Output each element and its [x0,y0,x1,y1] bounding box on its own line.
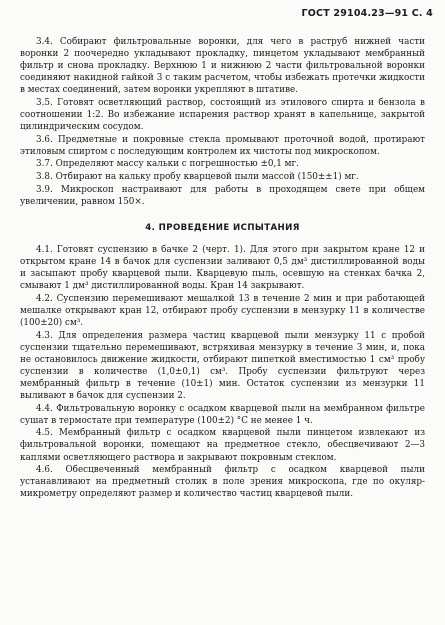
paragraph-3-6: 3.6. Предметные и покровные стекла промывают проточной водой, протирают этиловым спиртом с последующим контролем их чистоты под микроскопом. [20,134,425,157]
paragraph-3-8: 3.8. Отбирают на кальку пробу кварцевой пыли массой (150±±1) мг. [36,172,359,183]
paragraph-3-4: 3.4. Собирают фильтровальные воронки, для чего в раструб нижней части воронки 2 поочередно укладывают прокладку, пинцетом укладывают мембранный фильтр и снова прокладку. Верхнюю 1 и нижнюю 2 части фильтровальной воронки соединяют накидной гайкой 3 с таким расчетом, чтобы избежать протечки жидкости в местах соединений, затем воронки укрепляют в штативе. [20,37,425,96]
paragraph-4-1: 4.1. Готовят суспензию в бачке 2 (черт. 1). Для этого при закрытом кране 12 и открытом кране 14 в бачок для суспензии заливают 0,5 дм³ дистиллированной воды и засыпают пробу кварцевой пыли. Кварцевую пыль, осевшую на стенках бачка 2, смывают 1 дм³ дистиллированной воды. Кран 14 закрывают. [20,244,425,292]
paragraph-3-5: 3.5. Готовят осветляющий раствор, состоящий из этилового спирта и бензола в соотношении 1:2. Во избежание испарения раствор хранят в капельнице, закрытой цилиндрическим сосудом. [20,97,425,133]
paragraph-3-9: 3.9. Микроскоп настраивают для работы в проходящем свете при общем увеличении, равном 150×. [20,184,425,207]
paragraph-4-4: 4.4. Фильтровальную воронку с осадком кварцевой пыли на мембранном фильтре сушат в термостате при температуре (100±2) °С не менее 1 ч. [20,403,425,426]
paragraph-4-2: 4.2. Суспензию перемешивают мешалкой 13 в течение 2 мин и при работающей мешалке открывают кран 12, отбирают пробу суспензии в мензурку 11 в количестве (100±20) см³. [20,293,425,328]
paragraph-3-7: 3.7. Определяют массу кальки с погрешностью ±0,1 мг. [36,159,299,170]
paragraph-4-3: 4.3. Для определения размера частиц кварцевой пыли мензурку 11 с пробой суспензии тщательно перемешивают, встряхивая мензурку в течение 3 мин, и, пока не остановилось движение жидкости, отбирают пипеткой вместимостью 1 см³ пробу суспензии в количестве (1,0±0,1) см³. Пробу суспензии фильтруют через мембранный фильтр в течение (10±1) мин. Остаток суспензии из мензурки 11 выливают в бачок для суспензии 2. [20,330,425,402]
paragraph-4-6: 4.6. Обесцвеченный мембранный фильтр с осадком кварцевой пыли устанавливают на предметный столик в поле зрения микроскопа, где по окуляр-микрометру определяют размер и количество частиц кварцевой пыли. [20,465,425,500]
section-title: 4. ПРОВЕДЕНИЕ ИСПЫТАНИЯ [145,222,300,233]
paragraph-4-5: 4.5. Мембранный фильтр с осадком кварцевой пыли пинцетом извлекают из фильтровальной воронки, помещают на предметное стекло, обесцвечивают 2—3 каплями осветляющего раствора и закрывают покровным стеклом. [20,428,425,463]
document-body [20,36,425,501]
page-header: ГОСТ 29104.23—91 С. 4 [301,8,433,19]
